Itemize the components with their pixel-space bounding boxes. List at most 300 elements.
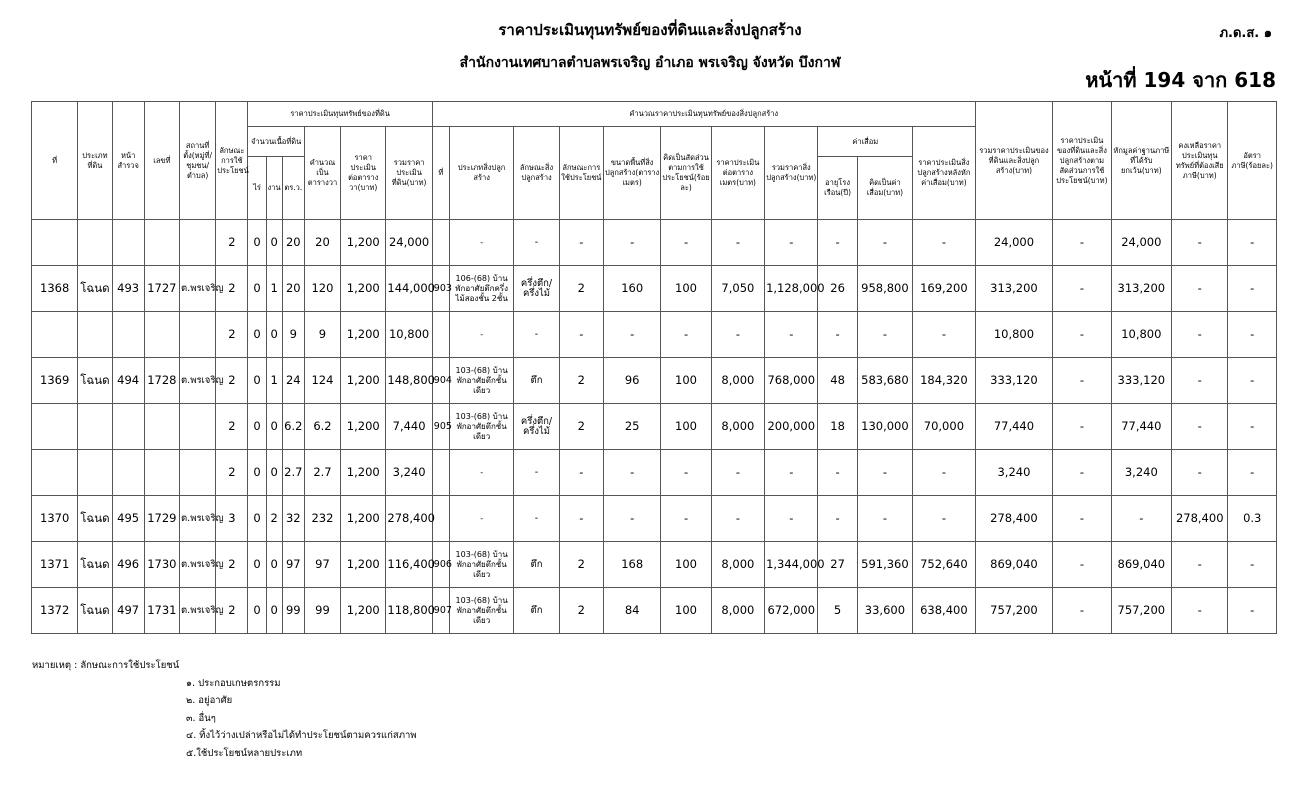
note-item: ๓. อื่นๆ	[186, 712, 216, 724]
cell-b-price-sqm: 8,000	[711, 358, 764, 404]
cell-ngan: 0	[266, 588, 282, 634]
cell-b-after-dep: 184,320	[913, 358, 976, 404]
cell-b-price-sqm: 8,000	[711, 542, 764, 588]
col-group-land: ราคาประเมินทุนทรัพย์ของที่ดิน	[248, 102, 432, 127]
col-dep-value: คิดเป็นค่าเสื่อม(บาท)	[857, 157, 912, 220]
cell-location: ต.พรเจริญ	[180, 588, 216, 634]
cell-b-type: 103-(68) บ้านพักอาศัยตึกชั้นเดียว	[449, 404, 513, 450]
cell-usage: 3	[216, 496, 248, 542]
cell-land-total: 10,800	[386, 312, 432, 358]
note-item: ๒. อยู่อาศัย	[186, 695, 233, 706]
col-exemption: หักมูลค่าฐานภาษีที่ได้รับยกเว้น(บาท)	[1111, 102, 1171, 220]
cell-taxable: -	[1172, 358, 1228, 404]
cell-b-after-dep: -	[913, 312, 976, 358]
cell-b-total: 768,000	[765, 358, 818, 404]
cell-ngan: 1	[266, 266, 282, 312]
cell-sqwa: 20	[282, 266, 304, 312]
cell-location	[180, 404, 216, 450]
cell-location: ต.พรเจริญ	[180, 542, 216, 588]
cell-exemption: 333,120	[1111, 358, 1171, 404]
cell-b-area: 84	[603, 588, 660, 634]
cell-b-after-dep: -	[913, 450, 976, 496]
col-grand-total: รวมราคาประเมินของที่ดินและสิ่งปลูกสร้าง(บาท)	[975, 102, 1053, 220]
cell-b-area: -	[603, 220, 660, 266]
cell-b-after-dep: -	[913, 496, 976, 542]
cell-b-area: -	[603, 496, 660, 542]
cell-b-usage: -	[559, 450, 603, 496]
form-code: ภ.ด.ส. ๑	[1219, 26, 1272, 41]
cell-survey-page: 493	[112, 266, 144, 312]
document-subtitle: สำนักงานเทศบาลตำบลพรเจริญ อำเภอ พรเจริญ จังหวัด บึงกาฬ	[459, 55, 841, 71]
cell-location: ต.พรเจริญ	[180, 266, 216, 312]
cell-taxable: -	[1172, 588, 1228, 634]
cell-exemption: 10,800	[1111, 312, 1171, 358]
cell-price-per-sqwa: 1,200	[341, 404, 386, 450]
cell-no	[32, 220, 78, 266]
note-item: ๑. ประกอบเกษตรกรรม	[186, 677, 281, 689]
cell-sqwa: 32	[282, 496, 304, 542]
table-row	[32, 450, 1277, 496]
cell-rai: 0	[248, 312, 266, 358]
cell-b-type: -	[449, 496, 513, 542]
cell-b-percent: 100	[661, 588, 711, 634]
cell-land-total: 118,800	[386, 588, 432, 634]
cell-usage: 2	[216, 358, 248, 404]
cell-b-total: -	[765, 496, 818, 542]
col-land-total: รวมราคาประเมินที่ดิน(บาท)	[386, 127, 432, 220]
cell-b-no: 905	[432, 404, 449, 450]
cell-calc-sqwa: 9	[304, 312, 340, 358]
col-building-type: ประเภทสิ่งปลูกสร้าง	[449, 127, 513, 220]
cell-survey-page: 496	[112, 542, 144, 588]
table-row	[32, 588, 1277, 634]
cell-b-total: -	[765, 450, 818, 496]
cell-price-per-sqwa: 1,200	[341, 542, 386, 588]
cell-taxable: -	[1172, 450, 1228, 496]
cell-survey-page: 494	[112, 358, 144, 404]
cell-b-no	[432, 450, 449, 496]
col-calc-sqwa: คำนวณเป็นตารางวา	[304, 127, 340, 220]
cell-number	[144, 450, 179, 496]
cell-dep-value: -	[857, 496, 912, 542]
table-row	[32, 404, 1277, 450]
cell-taxable: -	[1172, 404, 1228, 450]
cell-location	[180, 220, 216, 266]
col-sqwa: ตร.ว.	[282, 157, 304, 220]
cell-rai: 0	[248, 404, 266, 450]
cell-b-price-sqm: 7,050	[711, 266, 764, 312]
cell-no: 1369	[32, 358, 78, 404]
cell-price-per-sqwa: 1,200	[341, 358, 386, 404]
cell-b-char: -	[514, 496, 559, 542]
cell-tax-rate: -	[1228, 220, 1277, 266]
cell-sqwa: 2.7	[282, 450, 304, 496]
cell-b-after-dep: 752,640	[913, 542, 976, 588]
cell-dep-age: 26	[818, 266, 857, 312]
cell-ngan: 0	[266, 312, 282, 358]
cell-dep-value: -	[857, 450, 912, 496]
page-number: หน้าที่ 194 จาก 618	[1085, 68, 1276, 92]
cell-number	[144, 404, 179, 450]
cell-b-percent: -	[661, 312, 711, 358]
cell-taxable: -	[1172, 220, 1228, 266]
col-usage: ลักษณะการใช้ประโยชน์	[216, 102, 248, 220]
cell-b-char: ตึก	[514, 588, 559, 634]
cell-no	[32, 404, 78, 450]
cell-no: 1371	[32, 542, 78, 588]
cell-b-type: -	[449, 220, 513, 266]
table-body	[32, 220, 1277, 634]
cell-tax-rate: -	[1228, 404, 1277, 450]
cell-b-area: 160	[603, 266, 660, 312]
col-building-char: ลักษณะสิ่งปลูกสร้าง	[514, 127, 559, 220]
cell-price-per-sqwa: 1,200	[341, 496, 386, 542]
cell-b-char: ตึก	[514, 358, 559, 404]
cell-usage: 2	[216, 588, 248, 634]
col-price-per-sqwa: ราคาประเมินต่อตารางวา(บาท)	[341, 127, 386, 220]
cell-location: ต.พรเจริญ	[180, 496, 216, 542]
col-proportional: ราคาประเมินของที่ดินและสิ่งปลูกสร้างตามสัดส่วนการใช้ประโยชน์(บาท)	[1053, 102, 1111, 220]
cell-no: 1368	[32, 266, 78, 312]
cell-sqwa: 6.2	[282, 404, 304, 450]
cell-b-area: 168	[603, 542, 660, 588]
cell-proportional: -	[1053, 450, 1111, 496]
cell-tax-rate: -	[1228, 266, 1277, 312]
cell-sqwa: 24	[282, 358, 304, 404]
cell-calc-sqwa: 6.2	[304, 404, 340, 450]
cell-taxable: -	[1172, 266, 1228, 312]
cell-tax-rate: -	[1228, 542, 1277, 588]
cell-b-type: 103-(68) บ้านพักอาศัยตึกชั้นเดียว	[449, 588, 513, 634]
note-item: ๔. ทิ้งไว้ว่างเปล่าหรือไม่ได้ทำประโยชน์ตามควรแก่สภาพ	[186, 730, 417, 741]
cell-b-percent: -	[661, 220, 711, 266]
cell-b-area: -	[603, 450, 660, 496]
note-item: ๕.ใช้ประโยชน์หลายประเภท	[186, 747, 303, 759]
cell-exemption: 313,200	[1111, 266, 1171, 312]
col-number: เลขที่	[144, 102, 179, 220]
cell-location	[180, 450, 216, 496]
cell-b-total: -	[765, 220, 818, 266]
cell-grand-total: 869,040	[975, 542, 1053, 588]
cell-ngan: 0	[266, 220, 282, 266]
assessment-table	[31, 101, 1277, 634]
cell-land-type	[78, 404, 112, 450]
cell-rai: 0	[248, 220, 266, 266]
col-ngan: งาน	[266, 157, 282, 220]
table-row	[32, 266, 1277, 312]
cell-b-total: 200,000	[765, 404, 818, 450]
cell-proportional: -	[1053, 312, 1111, 358]
col-land-type: ประเภทที่ดิน	[78, 102, 112, 220]
table-row	[32, 542, 1277, 588]
cell-dep-age: 5	[818, 588, 857, 634]
cell-land-total: 3,240	[386, 450, 432, 496]
cell-b-no	[432, 220, 449, 266]
col-group-depreciation: ค่าเสื่อม	[818, 127, 913, 157]
col-building-no: ที่	[432, 127, 449, 220]
cell-b-usage: -	[559, 496, 603, 542]
cell-b-percent: 100	[661, 404, 711, 450]
cell-proportional: -	[1053, 404, 1111, 450]
cell-b-total: -	[765, 312, 818, 358]
cell-tax-rate: -	[1228, 312, 1277, 358]
cell-ngan: 1	[266, 358, 282, 404]
document-title: ราคาประเมินทุนทรัพย์ของที่ดินและสิ่งปลูกสร้าง	[498, 21, 802, 39]
cell-land-type	[78, 450, 112, 496]
col-building-after-dep: ราคาประเมินสิ่งปลูกสร้างหลังหักค่าเสื่อม(บาท)	[913, 127, 976, 220]
cell-land-total: 7,440	[386, 404, 432, 450]
cell-b-char: -	[514, 312, 559, 358]
cell-rai: 0	[248, 450, 266, 496]
cell-b-type: 103-(68) บ้านพักอาศัยตึกชั้นเดียว	[449, 542, 513, 588]
cell-exemption: 77,440	[1111, 404, 1171, 450]
cell-sqwa: 20	[282, 220, 304, 266]
col-building-usage: ลักษณะการใช้ประโยชน์	[559, 127, 603, 220]
cell-ngan: 0	[266, 542, 282, 588]
cell-ngan: 0	[266, 450, 282, 496]
cell-b-usage: -	[559, 220, 603, 266]
cell-b-type: 106-(68) บ้านพักอาศัยตึกครึ่งไม้สองชั้น 2ชั้น	[449, 266, 513, 312]
cell-b-price-sqm: 8,000	[711, 404, 764, 450]
cell-b-type: -	[449, 312, 513, 358]
table-header	[32, 102, 1277, 220]
cell-number: 1731	[144, 588, 179, 634]
col-building-area: ขนาดพื้นที่สิ่งปลูกสร้าง(ตารางเมตร)	[603, 127, 660, 220]
cell-b-char: ครึ่งตึก/ครึ่งไม้	[514, 266, 559, 312]
cell-survey-page: 497	[112, 588, 144, 634]
cell-dep-value: 33,600	[857, 588, 912, 634]
cell-exemption: 24,000	[1111, 220, 1171, 266]
cell-b-usage: 2	[559, 542, 603, 588]
cell-usage: 2	[216, 542, 248, 588]
cell-b-no: 907	[432, 588, 449, 634]
cell-b-percent: -	[661, 496, 711, 542]
cell-land-total: 148,800	[386, 358, 432, 404]
cell-grand-total: 333,120	[975, 358, 1053, 404]
cell-grand-total: 278,400	[975, 496, 1053, 542]
cell-survey-page	[112, 404, 144, 450]
cell-b-total: 1,344,000	[765, 542, 818, 588]
cell-calc-sqwa: 2.7	[304, 450, 340, 496]
cell-b-char: ครึ่งตึก/ครึ่งไม้	[514, 404, 559, 450]
table-row	[32, 312, 1277, 358]
cell-survey-page	[112, 312, 144, 358]
cell-ngan: 2	[266, 496, 282, 542]
cell-b-after-dep: 169,200	[913, 266, 976, 312]
cell-b-no: 903	[432, 266, 449, 312]
cell-proportional: -	[1053, 358, 1111, 404]
notes-label: หมายเหตุ : ลักษณะการใช้ประโยชน์	[32, 660, 180, 671]
cell-dep-age: -	[818, 496, 857, 542]
cell-land-total: 144,000	[386, 266, 432, 312]
cell-dep-value: 958,800	[857, 266, 912, 312]
cell-price-per-sqwa: 1,200	[341, 220, 386, 266]
notes	[32, 657, 417, 762]
cell-b-price-sqm: -	[711, 450, 764, 496]
cell-land-type	[78, 220, 112, 266]
table-row	[32, 358, 1277, 404]
cell-b-percent: -	[661, 450, 711, 496]
cell-no	[32, 312, 78, 358]
cell-b-usage: 2	[559, 358, 603, 404]
cell-number: 1728	[144, 358, 179, 404]
cell-b-usage: 2	[559, 266, 603, 312]
cell-survey-page	[112, 220, 144, 266]
table-row	[32, 496, 1277, 542]
cell-tax-rate: 0.3	[1228, 496, 1277, 542]
cell-b-usage: -	[559, 312, 603, 358]
cell-land-total: 24,000	[386, 220, 432, 266]
cell-b-price-sqm: 8,000	[711, 588, 764, 634]
col-building-price-sqm: ราคาประเมินต่อตารางเมตร(บาท)	[711, 127, 764, 220]
cell-b-price-sqm: -	[711, 220, 764, 266]
cell-number: 1730	[144, 542, 179, 588]
cell-calc-sqwa: 99	[304, 588, 340, 634]
cell-proportional: -	[1053, 588, 1111, 634]
cell-b-after-dep: 638,400	[913, 588, 976, 634]
col-building-total: รวมราคาสิ่งปลูกสร้าง(บาท)	[765, 127, 818, 220]
cell-b-total: 672,000	[765, 588, 818, 634]
cell-b-char: -	[514, 220, 559, 266]
cell-exemption: -	[1111, 496, 1171, 542]
cell-dep-age: 18	[818, 404, 857, 450]
cell-calc-sqwa: 124	[304, 358, 340, 404]
cell-b-percent: 100	[661, 542, 711, 588]
cell-usage: 2	[216, 404, 248, 450]
cell-tax-rate: -	[1228, 450, 1277, 496]
cell-no: 1370	[32, 496, 78, 542]
cell-land-type: โฉนด	[78, 266, 112, 312]
cell-sqwa: 97	[282, 542, 304, 588]
cell-calc-sqwa: 97	[304, 542, 340, 588]
cell-grand-total: 77,440	[975, 404, 1053, 450]
cell-survey-page: 495	[112, 496, 144, 542]
cell-proportional: -	[1053, 496, 1111, 542]
cell-sqwa: 99	[282, 588, 304, 634]
cell-dep-value: 591,360	[857, 542, 912, 588]
cell-taxable: 278,400	[1172, 496, 1228, 542]
cell-usage: 2	[216, 312, 248, 358]
cell-calc-sqwa: 20	[304, 220, 340, 266]
cell-grand-total: 313,200	[975, 266, 1053, 312]
cell-dep-age: 27	[818, 542, 857, 588]
cell-land-type: โฉนด	[78, 358, 112, 404]
col-no: ที่	[32, 102, 78, 220]
cell-b-no	[432, 312, 449, 358]
cell-b-after-dep: 70,000	[913, 404, 976, 450]
cell-dep-age: 48	[818, 358, 857, 404]
cell-calc-sqwa: 120	[304, 266, 340, 312]
cell-b-area: 96	[603, 358, 660, 404]
cell-price-per-sqwa: 1,200	[341, 450, 386, 496]
cell-usage: 2	[216, 266, 248, 312]
col-tax-rate: อัตราภาษี(ร้อยละ)	[1228, 102, 1277, 220]
cell-number	[144, 312, 179, 358]
col-building-percent: คิดเป็นสัดส่วนตามการใช้ประโยชน์(ร้อยละ)	[661, 127, 711, 220]
col-survey-page: หน้าสำรวจ	[112, 102, 144, 220]
cell-land-type: โฉนด	[78, 588, 112, 634]
cell-price-per-sqwa: 1,200	[341, 588, 386, 634]
table-row	[32, 220, 1277, 266]
cell-b-char: -	[514, 450, 559, 496]
cell-grand-total: 757,200	[975, 588, 1053, 634]
cell-dep-value: 583,680	[857, 358, 912, 404]
cell-location: ต.พรเจริญ	[180, 358, 216, 404]
cell-b-type: 103-(68) บ้านพักอาศัยตึกชั้นเดียว	[449, 358, 513, 404]
cell-b-usage: 2	[559, 404, 603, 450]
cell-b-type: -	[449, 450, 513, 496]
cell-proportional: -	[1053, 220, 1111, 266]
cell-b-percent: 100	[661, 266, 711, 312]
cell-b-after-dep: -	[913, 220, 976, 266]
cell-number: 1727	[144, 266, 179, 312]
cell-land-type	[78, 312, 112, 358]
col-dep-age: อายุโรงเรือน(ปี)	[818, 157, 857, 220]
cell-rai: 0	[248, 496, 266, 542]
cell-b-no: 906	[432, 542, 449, 588]
cell-taxable: -	[1172, 312, 1228, 358]
cell-land-total: 278,400	[386, 496, 432, 542]
cell-proportional: -	[1053, 266, 1111, 312]
cell-ngan: 0	[266, 404, 282, 450]
cell-exemption: 757,200	[1111, 588, 1171, 634]
cell-land-total: 116,400	[386, 542, 432, 588]
cell-dep-age: -	[818, 220, 857, 266]
cell-b-price-sqm: -	[711, 496, 764, 542]
cell-dep-value: -	[857, 312, 912, 358]
cell-usage: 2	[216, 450, 248, 496]
cell-tax-rate: -	[1228, 358, 1277, 404]
cell-dep-age: -	[818, 450, 857, 496]
cell-rai: 0	[248, 266, 266, 312]
cell-dep-value: -	[857, 220, 912, 266]
cell-usage: 2	[216, 220, 248, 266]
cell-number	[144, 220, 179, 266]
cell-sqwa: 9	[282, 312, 304, 358]
cell-price-per-sqwa: 1,200	[341, 266, 386, 312]
cell-location	[180, 312, 216, 358]
col-rai: ไร่	[248, 157, 266, 220]
cell-calc-sqwa: 232	[304, 496, 340, 542]
col-taxable: คงเหลือราคาประเมินทุนทรัพย์ที่ต้องเสียภาษี(บาท)	[1172, 102, 1228, 220]
cell-b-percent: 100	[661, 358, 711, 404]
cell-dep-age: -	[818, 312, 857, 358]
cell-grand-total: 3,240	[975, 450, 1053, 496]
cell-no	[32, 450, 78, 496]
cell-price-per-sqwa: 1,200	[341, 312, 386, 358]
cell-b-char: ตึก	[514, 542, 559, 588]
cell-tax-rate: -	[1228, 588, 1277, 634]
cell-b-area: -	[603, 312, 660, 358]
cell-dep-value: 130,000	[857, 404, 912, 450]
col-location: สถานที่ตั้ง(หมู่ที่/ชุมชน/ตำบล)	[180, 102, 216, 220]
cell-grand-total: 24,000	[975, 220, 1053, 266]
cell-proportional: -	[1053, 542, 1111, 588]
cell-survey-page	[112, 450, 144, 496]
cell-exemption: 3,240	[1111, 450, 1171, 496]
cell-land-type: โฉนด	[78, 542, 112, 588]
col-group-building: คำนวณราคาประเมินทุนทรัพย์ของสิ่งปลูกสร้าง	[432, 102, 975, 127]
cell-b-usage: 2	[559, 588, 603, 634]
cell-exemption: 869,040	[1111, 542, 1171, 588]
cell-number: 1729	[144, 496, 179, 542]
cell-rai: 0	[248, 358, 266, 404]
cell-grand-total: 10,800	[975, 312, 1053, 358]
cell-taxable: -	[1172, 542, 1228, 588]
cell-no: 1372	[32, 588, 78, 634]
cell-b-no: 904	[432, 358, 449, 404]
cell-b-area: 25	[603, 404, 660, 450]
